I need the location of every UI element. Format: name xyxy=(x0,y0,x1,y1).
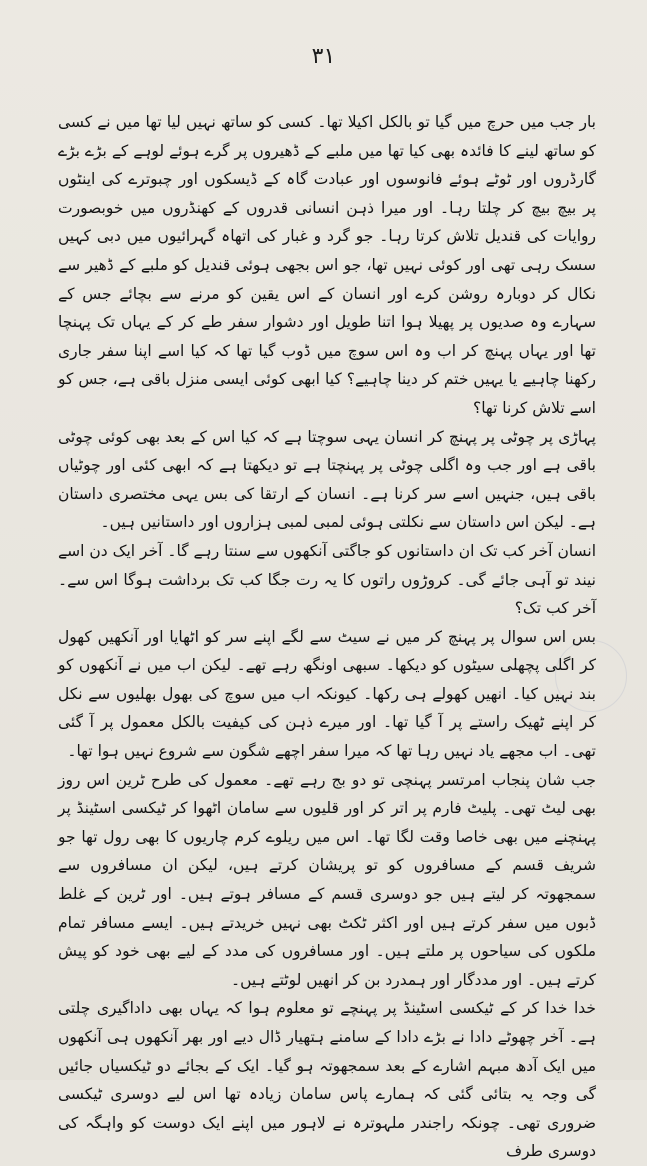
body-text xyxy=(58,108,596,1161)
paragraph: انسان آخر کب تک ان داستانوں کو جاگتی آنکھوں سے سنتا رہے گا۔ آخر ایک دن اسے نیند تو آہی جائے گی۔ کروڑوں راتوں کا یہ رت جگا کب تک برداشت ہوگا اس سے۔ آخر کب تک؟ xyxy=(58,541,596,618)
faint-stamp-mark xyxy=(555,640,627,712)
page-number: ۳۱ xyxy=(311,44,336,69)
paragraph: بار جب میں حرچ میں گیا تو بالکل اکیلا تھا۔ کسی کو ساتھ نہیں لیا تھا میں نے کسی کو ساتھ لینے کا فائدہ بھی کیا تھا میں ملبے کے ڈھیروں پر گرے ہوئے لوہے کے بڑے بڑے گارڈروں اور ٹوٹے ہوئے فانوسوں اور عبادت گاہ کے ڈیسکوں اور چبوترے کی اینٹوں پر بیچ بیچ کر چلتا رہا۔ اور میرا ذہن انسانی قدروں کے کھنڈروں میں خوبصورت روایات کی قندیل تلاش کرتا رہا۔ جو گرد و غبار کی اتھاہ گہرائیوں میں دبی کہیں سسک رہی تھی اور کوئی نہیں تھا، جو اس بجھی ہوئی قندیل کو ملبے کے ڈھیر سے نکال کر دوبارہ روشن کرے اور انسان کے اس یقین کو مرنے سے بچائے جس کے سہارے وہ صدیوں پر پھیلا ہوا اتنا طویل اور دشوار سفر طے کر کے یہاں تک پہنچا تھا اور یہاں پہنچ کر اب وہ اس سوچ میں ڈوب گیا تھا کہ کیا اسے اپنا سفر جاری رکھنا چاہیے یا یہیں ختم کر دینا چاہیے؟ کیا ابھی کوئی ایسی منزل باقی ہے، جس کو اسے تلاش کرنا تھا؟ xyxy=(58,113,596,417)
paragraph: پہاڑی پر چوٹی پر پہنچ کر انسان یہی سوچتا ہے کہ کیا اس کے بعد بھی کوئی چوٹی باقی ہے اور جب وہ اگلی چوٹی پر پہنچتا ہے تو دیکھتا ہے کہ ابھی کئی اور چوٹیاں باقی ہیں، جنہیں اسے سر کرنا ہے۔ انسان کے ارتقا کی بس یہی مختصری داستان ہے۔ لیکن اس داستان سے نکلتی ہوئی لمبی لمبی ہزاروں اور داستانیں ہیں۔ xyxy=(58,427,596,532)
paragraph: خدا خدا کر کے ٹیکسی اسٹینڈ پر پہنچے تو معلوم ہوا کہ یہاں بھی داداگیری چلتی ہے۔ آخر چھوٹے دادا نے بڑے دادا کے سامنے ہتھیار ڈال دیے اور بھر آنکھوں ہی آنکھوں میں ایک آدھ مبہم اشارے کے بعد سمجھوتہ ہو گیا۔ ایک کے بجائے دو ٹیکسیاں جائیں گی وجہ یہ بتائی گئی کہ ہمارے پاس سامان زیادہ تھا اس لیے دوسری ٹیکسی ضروری تھی۔ چونکہ راجندر ملہوترہ نے لاہور میں اپنے ایک دوست کو واہگہ کی دوسری طرف xyxy=(58,999,596,1161)
paragraph: بس اس سوال پر پہنچ کر میں نے سیٹ سے لگے اپنے سر کو اٹھایا اور آنکھیں کھول کر اگلی پچھلی سیٹوں کو دیکھا۔ سبھی اونگھ رہے تھے۔ لیکن اب میں نے آنکھوں کو بند نہیں کیا۔ انھیں کھولے ہی رکھا۔ کیونکہ اب میں سوچ کی بھول بھلیوں سے نکل کر اپنے ٹھیک راستے پر آ گیا تھا۔ اور میرے ذہن کی کیفیت بالکل معمول پر آ گئی تھی۔ اب مجھے یاد نہیں رہا تھا کہ میرا سفر اچھے شگون سے شروع نہیں ہوا تھا۔ xyxy=(58,627,596,761)
paragraph: جب شان پنجاب امرتسر پہنچی تو دو بج رہے تھے۔ معمول کی طرح ٹرین اس روز بھی لیٹ تھی۔ پلیٹ فارم پر اتر کر اور قلیوں سے سامان اٹھوا کر ٹیکسی اسٹینڈ پر پہنچنے میں بھی خاصا وقت لگا تھا۔ اس میں ریلوے کرم چاریوں کا بھی رول تھا جو شریف قسم کے مسافروں کو تو پریشان کرتے ہیں، لیکن ان مسافروں سے سمجھوتہ کر لیتے ہیں جو دوسری قسم کے مسافر ہوتے ہیں۔ اور ٹرین کے غلط ڈبوں میں سفر کرتے ہیں اور اکثر ٹکٹ بھی نہیں خریدتے ہیں۔ ایسے مسافر تمام ملکوں کی سیاحوں پر ملتے ہیں۔ اور مسافروں کی مدد کے لیے بھی خود کو پیش کرتے ہیں۔ اور مددگار اور ہمدرد بن کر انھیں لوٹتے ہیں۔ xyxy=(58,770,596,989)
